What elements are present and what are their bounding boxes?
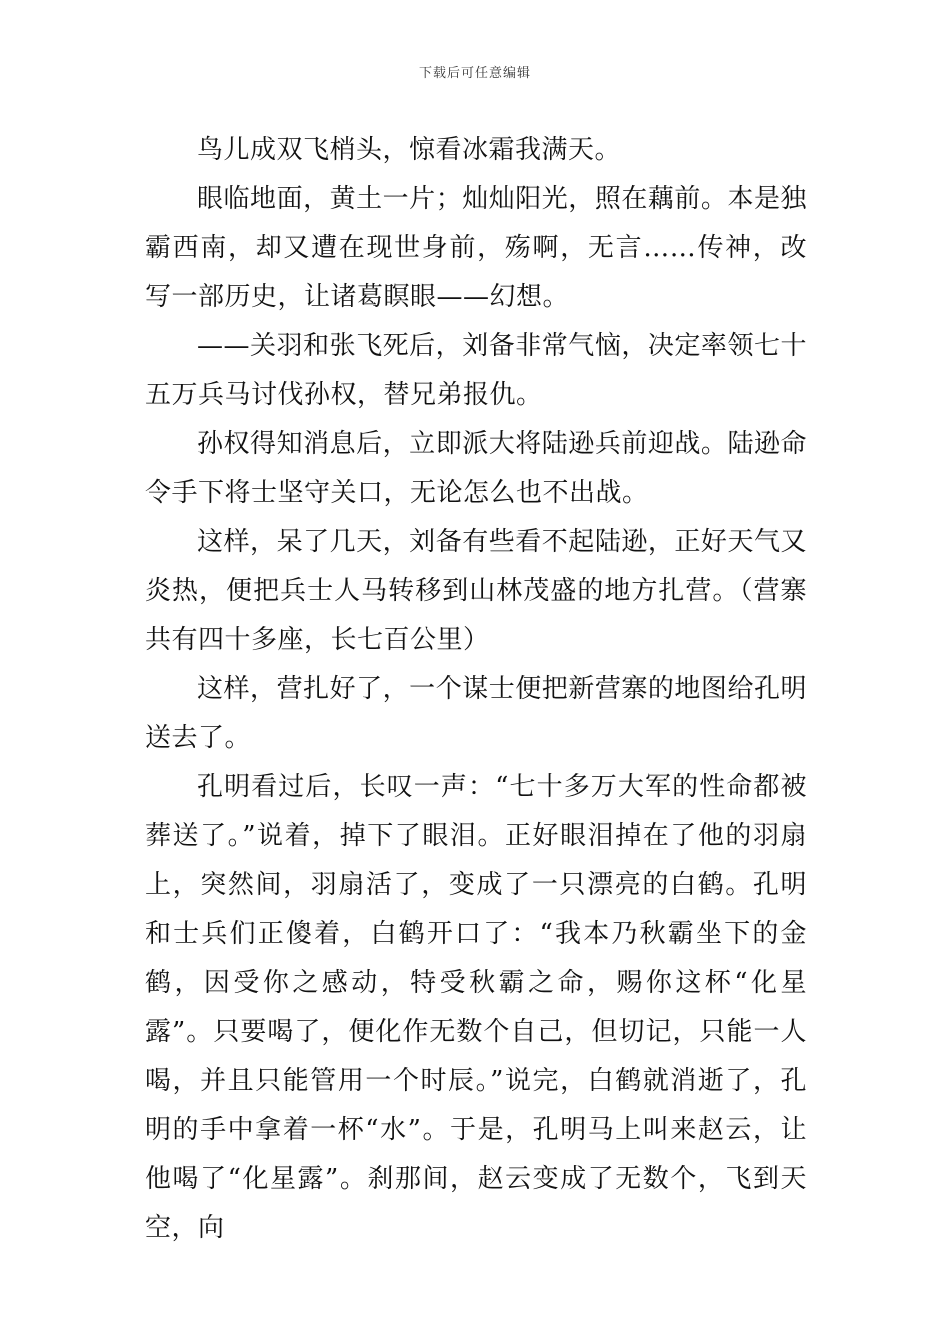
paragraph: 眼临地面，黄土一片；灿灿阳光，照在藕前。本是独霸西南，却又遭在现世身前，殇啊，无言……传神，改写一部历史，让诸葛瞑眼——幻想。 bbox=[145, 184, 807, 312]
page-header: 下载后可任意编辑 bbox=[418, 66, 531, 81]
paragraph: 孔明看过后，长叹一声：“七十多万大军的性命都被葬送了。”说着，掉下了眼泪。正好眼泪掉在了他的羽扇上，突然间，羽扇活了，变成了一只漂亮的白鹤。孔明和士兵们正傻着，白鹤开口了：“我本乃秋霸坐下的金鹤，因受你之感动，特受秋霸之命，赐你这杯“化星露”。只要喝了，便化作无数个自己，但切记，只能一人喝，并且只能管用一个时辰。”说完，白鹤就消逝了，孔明的手中拿着一杯“水”。于是，孔明马上叫来赵云，让他喝了“化星露”。刹那间，赵云变成了无数个，飞到天空，向 bbox=[145, 772, 807, 1243]
paragraph: 鸟儿成双飞梢头，惊看冰霜我满天。 bbox=[197, 135, 622, 165]
paragraph: 这样，营扎好了，一个谋士便把新营寨的地图给孔明送去了。 bbox=[145, 674, 807, 753]
paragraph: ——关羽和张飞死后，刘备非常气恼，决定率领七十五万兵马讨伐孙权，替兄弟报仇。 bbox=[145, 331, 807, 410]
document-body bbox=[145, 126, 807, 1253]
paragraph: 这样，呆了几天，刘备有些看不起陆逊，正好天气又炎热，便把兵士人马转移到山林茂盛的地方扎营。（营寨共有四十多座，长七百公里） bbox=[145, 527, 807, 655]
paragraph: 孙权得知消息后，立即派大将陆逊兵前迎战。陆逊命令手下将士坚守关口，无论怎么也不出战。 bbox=[145, 429, 807, 508]
